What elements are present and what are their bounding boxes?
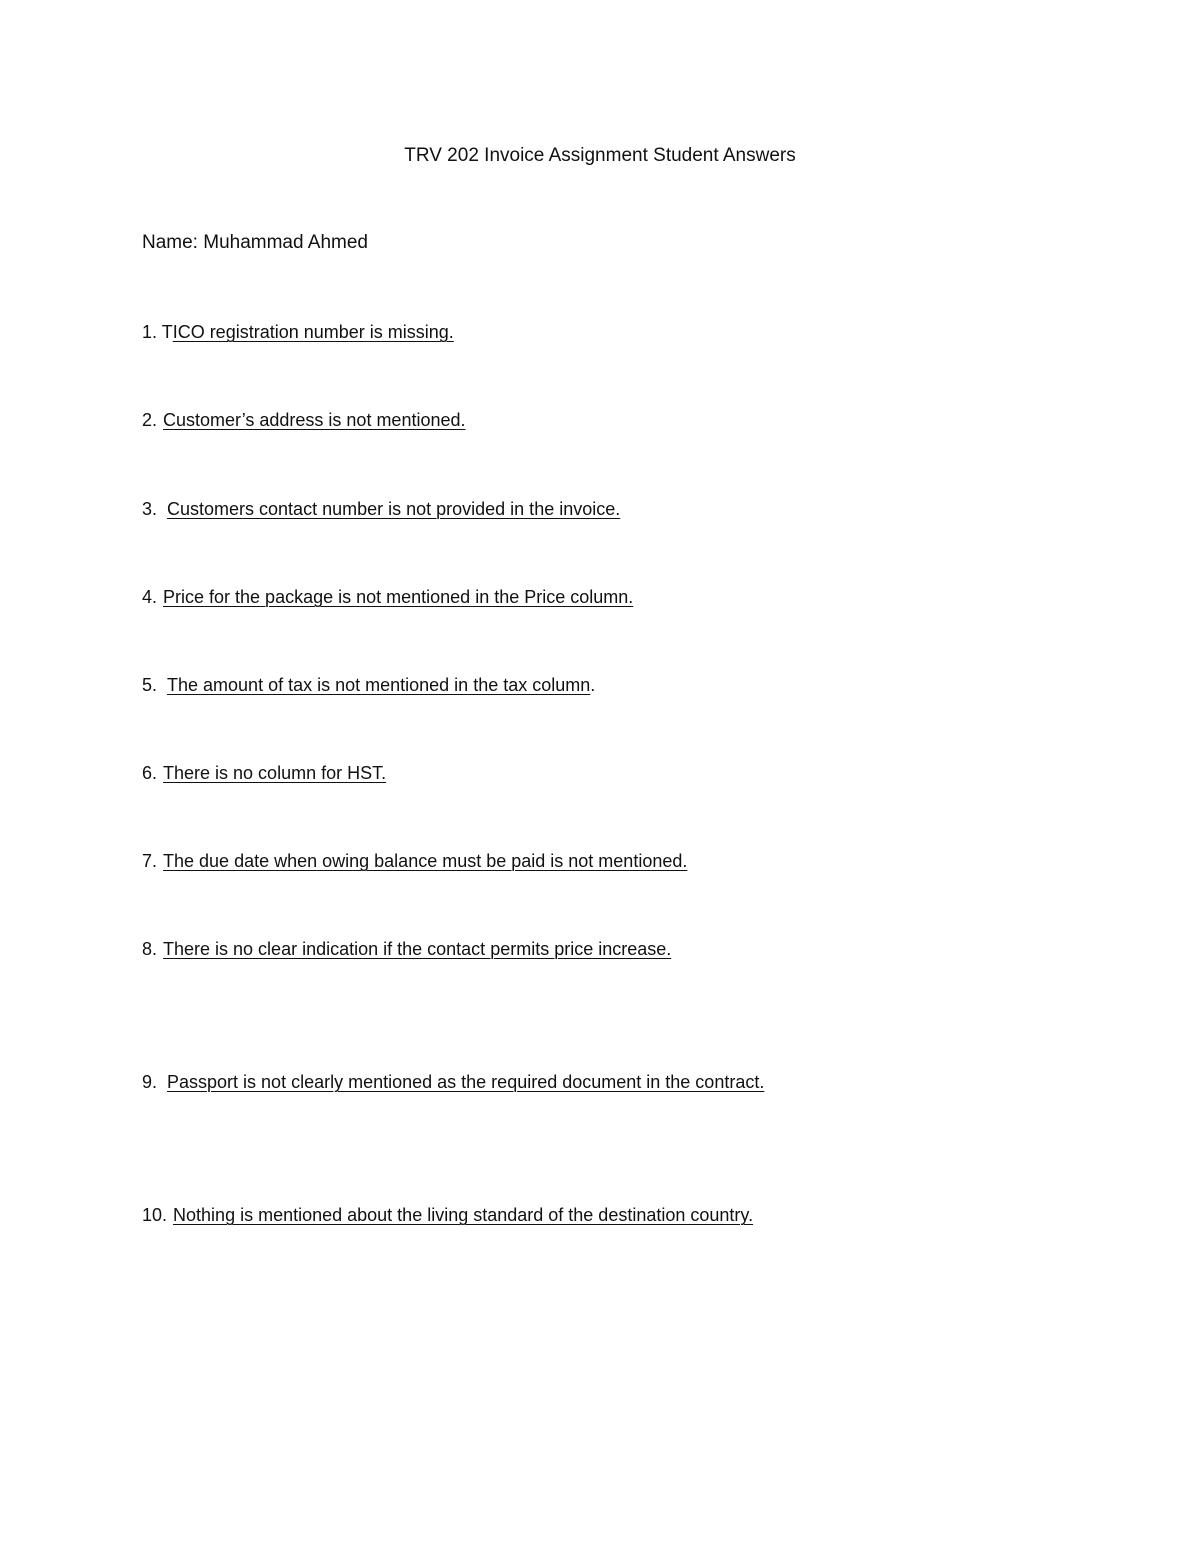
answer-6-number: 6.	[142, 763, 158, 783]
answer-1-number: 1. T	[142, 322, 173, 342]
answer-8	[142, 937, 671, 961]
answer-7-number: 7.	[142, 851, 158, 871]
answer-1-text: ICO registration number is missing.	[172, 322, 454, 342]
answer-7	[142, 849, 687, 873]
answer-4-text: Price for the package is not mentioned in the Price column.	[163, 587, 634, 607]
answer-2-number: 2.	[142, 410, 158, 430]
answer-6-text: There is no column for HST.	[163, 763, 387, 783]
answer-8-number: 8.	[142, 939, 158, 959]
answer-10-number: 10.	[142, 1205, 168, 1225]
answer-5-number: 5.	[142, 675, 158, 695]
answer-9-number: 9.	[142, 1072, 158, 1092]
document-title: TRV 202 Invoice Assignment Student Answers	[404, 145, 796, 166]
answer-2	[142, 408, 466, 432]
answer-9	[142, 1070, 764, 1094]
answer-5-tail: .	[590, 675, 596, 695]
answer-4	[142, 585, 633, 609]
answer-9-text: Passport is not clearly mentioned as the required document in the contract.	[167, 1072, 765, 1092]
answer-6	[142, 761, 386, 785]
answer-10	[142, 1203, 753, 1227]
answer-3-text: Customers contact number is not provided in the invoice.	[167, 499, 621, 519]
answer-1	[142, 320, 454, 344]
answer-8-text: There is no clear indication if the contact permits price increase.	[163, 939, 672, 959]
answer-2-text: Customer’s address is not mentioned.	[163, 410, 466, 430]
answer-3	[142, 497, 620, 521]
answer-5-text: The amount of tax is not mentioned in the tax column	[167, 675, 591, 695]
answer-10-text: Nothing is mentioned about the living standard of the destination country.	[173, 1205, 754, 1225]
answer-5	[142, 673, 595, 697]
answer-3-number: 3.	[142, 499, 158, 519]
student-name-line: Name: Muhammad Ahmed	[142, 232, 368, 253]
answer-7-text: The due date when owing balance must be paid is not mentioned.	[163, 851, 688, 871]
answer-4-number: 4.	[142, 587, 158, 607]
